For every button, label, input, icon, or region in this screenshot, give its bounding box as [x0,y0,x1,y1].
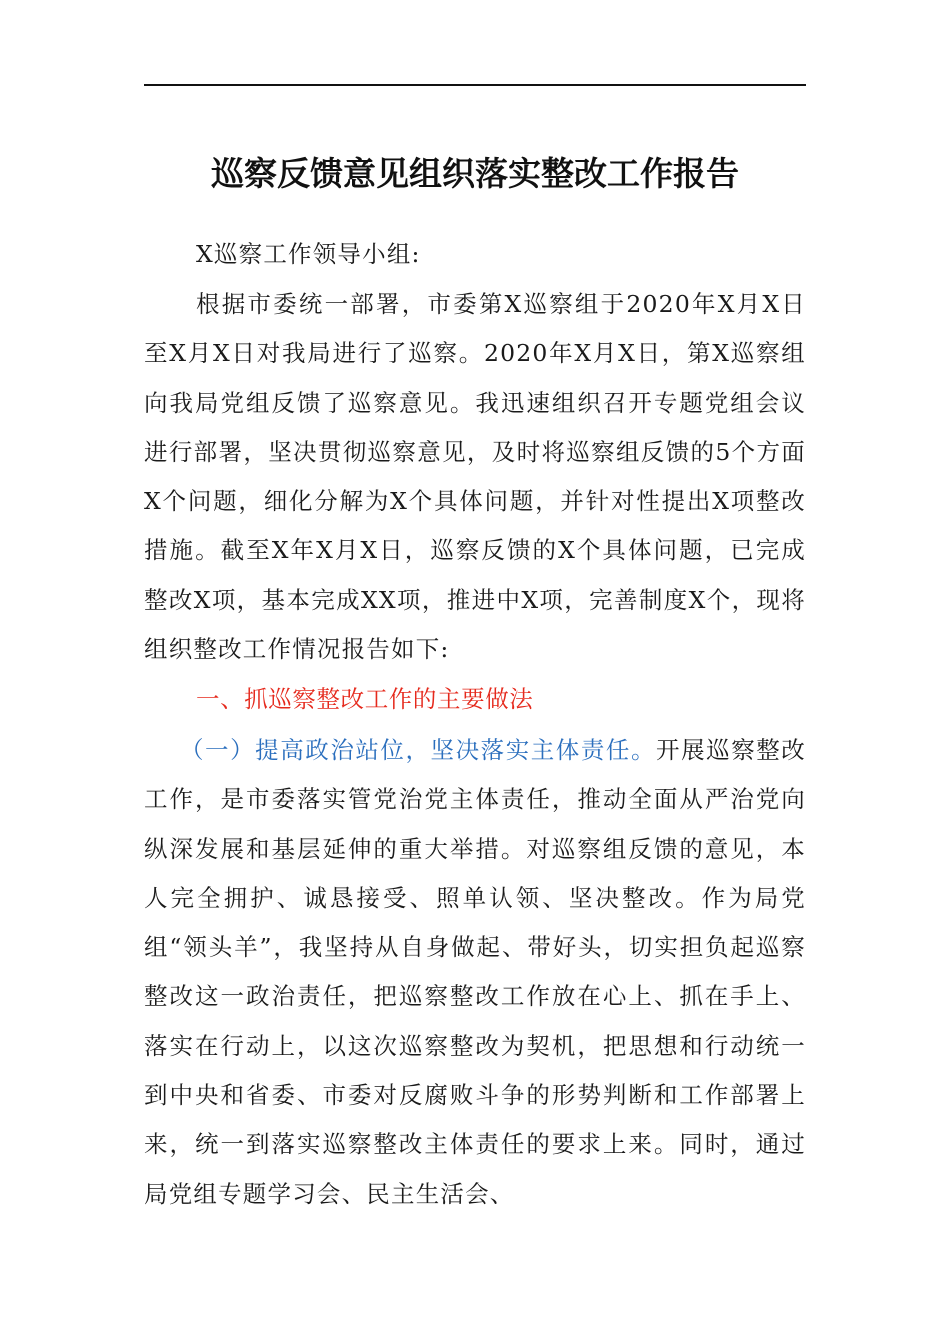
document-title: 巡察反馈意见组织落实整改工作报告 [211,154,739,193]
intro-paragraph: 根据市委统一部署，市委第X巡察组于2020年X月X日至X月X日对我局进行了巡察。2020年X月X日，第X巡察组向我局党组反馈了巡察意见。我迅速组织召开专题党组会议进行部署，坚决贯彻巡察意见，及时将巡察组反馈的5个方面X个问题，细化分解为X个具体问题，并针对性提出X项整改措施。截至X年X月X日，巡察反馈的X个具体问题，已完成整改X项，基本完成XX项，推进中X项，完善制度X个，现将组织整改工作情况报告如下: [144,290,806,664]
section-heading-1: 一、抓巡察整改工作的主要做法 [196,685,534,713]
salutation: X巡察工作领导小组: [196,240,421,268]
subsection-heading-1: （一）提高政治站位，坚决落实主体责任。 [180,736,657,764]
header-rule [144,84,806,86]
section-paragraph-1 [144,726,806,1219]
subsection-body-1: 开展巡察整改工作，是市委落实管党治党主体责任，推动全面从严治党向纵深发展和基层延伸的重大举措。对巡察组反馈的意见，本人完全拥护、诚恳接受、照单认领、坚决整改。作为局党组“领头羊”，我坚持从自身做起、带好头，切实担负起巡察整改这一政治责任，把巡察整改工作放在心上、抓在手上、落实在行动上，以这次巡察整改为契机，把思想和行动统一到中央和省委、市委对反腐败斗争的形势判断和工作部署上来，统一到落实巡察整改主体责任的要求上来。同时，通过局党组专题学习会、民主生活会、 [144,736,806,1208]
